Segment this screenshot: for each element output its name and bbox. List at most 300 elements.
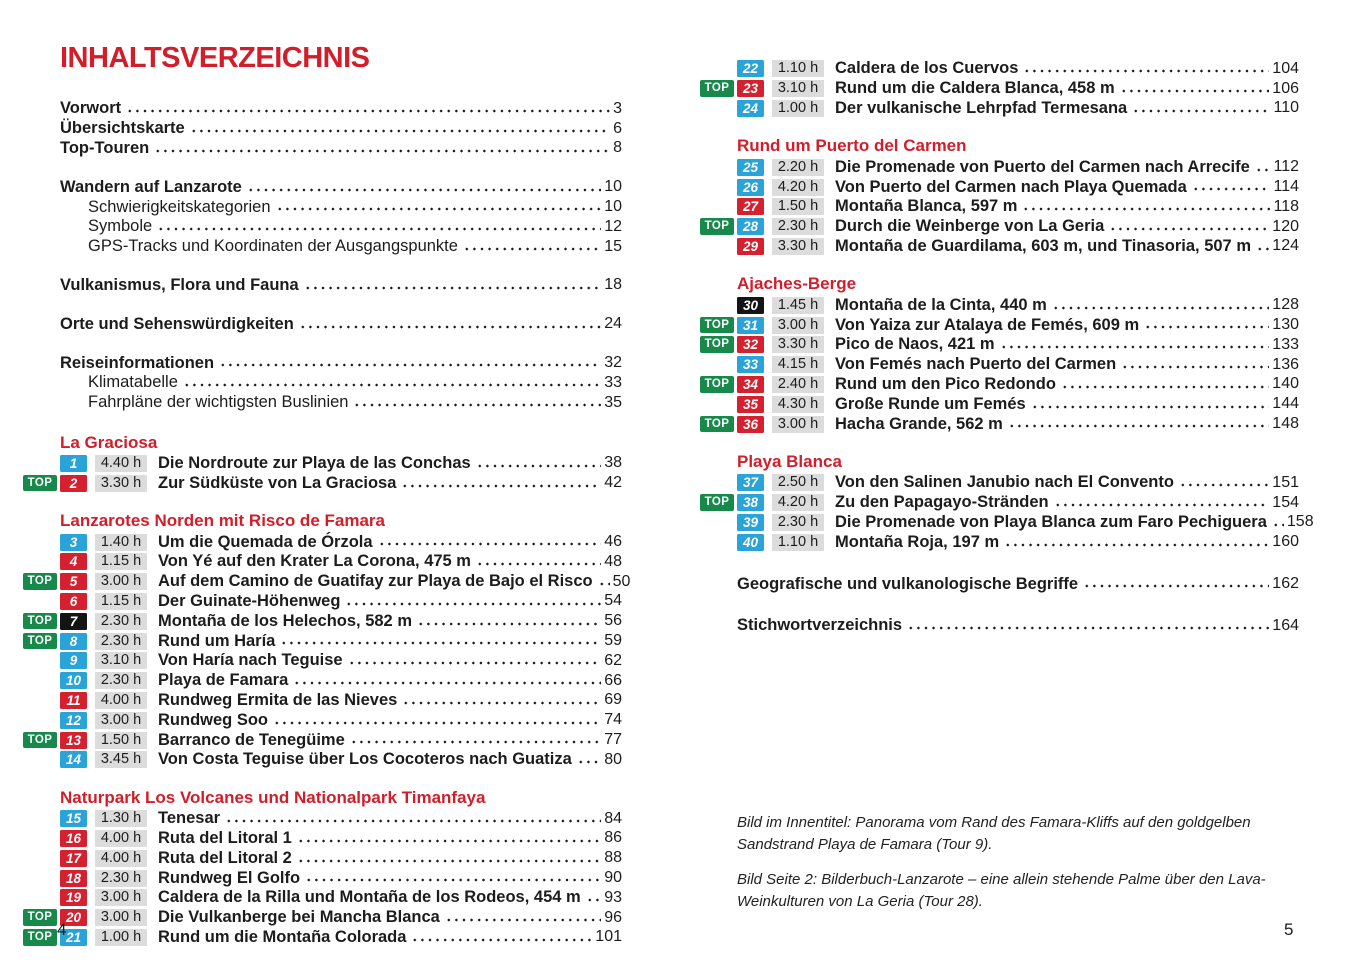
toc-tour-row (60, 454, 622, 474)
front-matter-group (60, 314, 622, 334)
tour-number-badge: 23 (737, 80, 764, 97)
entry-label: Top-Touren (60, 138, 150, 157)
tour-title: Pico de Naos, 421 m (835, 335, 995, 354)
tour-title: Die Promenade von Puerto del Carmen nach Arrecife (835, 157, 1250, 176)
toc-tour-row (60, 651, 622, 671)
tour-duration: 2.30 h (95, 613, 147, 630)
tour-title: Rund um Haría (158, 631, 276, 650)
entry-page-number: 56 (604, 612, 622, 630)
tour-title: Der Guinate-Höhenweg (158, 591, 341, 610)
entry-page-number: 104 (1272, 59, 1299, 77)
entry-page-number: 15 (604, 237, 622, 255)
toc-tour-row (737, 99, 1299, 119)
entry-page-number: 24 (604, 315, 622, 333)
tour-number-badge: 3 (60, 534, 87, 551)
tour-title: Montaña de Guardilama, 603 m, und Tinasoria, 507 m (835, 236, 1251, 255)
toc-entry-row (60, 373, 622, 393)
toc-tour-row (60, 750, 622, 770)
tour-number-badge: 13 (60, 732, 87, 749)
tour-number-badge: 4 (60, 553, 87, 570)
entry-page-number: 128 (1272, 296, 1299, 314)
entry-label: Fahrpläne der wichtigsten Buslinien (88, 393, 349, 412)
dot-leader (445, 908, 601, 928)
tour-section (704, 59, 1299, 118)
toc-tour-row (27, 908, 622, 928)
toc-tour-row (737, 157, 1299, 177)
entry-label: Orte und Sehenswürdigkeiten (60, 314, 294, 333)
page-number-left: 4 (57, 920, 67, 939)
tour-title: Durch die Weinberge von La Geria (835, 217, 1105, 236)
toc-entry-row (60, 177, 622, 197)
dot-leader (190, 119, 610, 139)
toc-tour-row (27, 611, 622, 631)
toc-tour-row (27, 473, 622, 493)
dot-leader (378, 532, 602, 552)
tour-number-badge: 11 (60, 692, 87, 709)
tour-title: Rundweg El Golfo (158, 868, 301, 887)
toc-tour-row (704, 217, 1299, 237)
toc-entry-row (60, 119, 622, 139)
tour-title: Von Yaiza zur Atalaya de Femés, 609 m (835, 315, 1140, 334)
dot-leader (273, 710, 601, 730)
toc-tour-row (27, 631, 622, 651)
dot-leader (1000, 335, 1270, 355)
dot-leader (225, 809, 601, 829)
entry-page-number: 12 (604, 217, 622, 235)
entry-page-number: 140 (1272, 375, 1299, 393)
dot-leader (353, 393, 601, 413)
entry-page-number: 90 (604, 869, 622, 886)
tour-title: Von Yé auf den Krater La Corona, 475 m (158, 552, 471, 571)
entry-label: Stichwortverzeichnis (737, 616, 903, 635)
entry-page-number: 50 (612, 572, 631, 590)
dot-leader (157, 217, 601, 237)
toc-tour-row (60, 691, 622, 711)
tour-number-badge: 29 (737, 238, 764, 255)
dot-leader (345, 592, 601, 612)
dot-leader (1132, 99, 1270, 119)
tour-duration: 3.00 h (95, 889, 147, 906)
tour-number-badge: 27 (737, 198, 764, 215)
dot-leader (577, 750, 601, 770)
entry-page-number: 151 (1272, 473, 1299, 491)
entry-page-number: 101 (595, 928, 622, 946)
top-badge: TOP (23, 573, 57, 590)
toc-entry-row (60, 353, 622, 373)
dot-leader (350, 730, 601, 750)
toc-tour-row (737, 512, 1314, 533)
dot-leader (1120, 79, 1270, 99)
entry-page-number: 35 (604, 393, 622, 411)
tour-duration: 2.30 h (95, 870, 147, 887)
entry-page-number: 77 (604, 731, 622, 749)
dot-leader (463, 237, 601, 257)
top-badge: TOP (23, 929, 57, 946)
tour-number-badge: 18 (60, 870, 87, 887)
section-heading: Ajaches-Berge (737, 274, 857, 294)
tour-duration: 3.00 h (772, 317, 824, 334)
front-matter-group (60, 353, 622, 412)
dot-leader (280, 631, 601, 651)
entry-page-number: 158 (1286, 513, 1314, 531)
top-badge: TOP (700, 494, 734, 511)
dot-leader (1054, 493, 1270, 513)
tour-title: Um die Quemada de Órzola (158, 532, 373, 551)
tour-section (27, 787, 622, 948)
tour-duration: 1.00 h (95, 929, 147, 946)
tour-number-badge: 26 (737, 179, 764, 196)
entry-page-number: 48 (604, 552, 622, 570)
tour-duration: 1.50 h (95, 732, 147, 749)
caption-paragraph: Bild Seite 2: Bilderbuch-Lanzarote – eine allein stehende Palme über den Lava-Weinkulturen von La Geria (Tour 28). (737, 871, 1266, 910)
tour-duration: 2.20 h (772, 159, 824, 176)
entry-page-number: 38 (604, 454, 622, 472)
dot-leader (402, 691, 601, 711)
dot-leader (1022, 197, 1270, 217)
tour-number-badge: 40 (737, 534, 764, 551)
entry-page-number: 74 (604, 711, 622, 729)
entry-page-number: 120 (1272, 217, 1299, 235)
caption-paragraph: Bild im Innentitel: Panorama vom Rand des Famara-Kliffs auf den goldgelben Sandstrand Playa de Famara (Tour 9). (737, 814, 1251, 853)
dot-leader (598, 572, 610, 592)
tour-number-badge: 30 (737, 297, 764, 314)
tour-duration: 1.30 h (95, 810, 147, 827)
tour-duration: 3.30 h (772, 238, 824, 255)
page-number-right: 5 (1284, 920, 1294, 939)
toc-tour-row (60, 829, 622, 849)
toc-tour-row (60, 710, 622, 730)
entry-page-number: 162 (1272, 575, 1299, 593)
tour-title: Playa de Famara (158, 671, 289, 690)
dot-leader (297, 829, 601, 849)
entry-page-number: 96 (604, 908, 622, 926)
toc-entry-row (60, 393, 622, 413)
tour-number-badge: 20 (60, 909, 87, 926)
entry-label: GPS-Tracks und Koordinaten der Ausgangspunkte (88, 237, 458, 256)
section-heading: Naturpark Los Volcanes und Nationalpark Timanfaya (60, 787, 486, 807)
entry-page-number: 59 (604, 632, 622, 650)
tour-number-badge: 32 (737, 336, 764, 353)
tour-duration: 4.20 h (772, 494, 824, 511)
tour-title: Rundweg Ermita de las Nieves (158, 690, 398, 709)
tour-duration: 1.00 h (772, 100, 824, 117)
dot-leader (411, 928, 592, 948)
tour-number-badge: 16 (60, 830, 87, 847)
tour-title: Der vulkanische Lehrpfad Termesana (835, 98, 1128, 117)
toc-tour-row (27, 927, 622, 948)
top-badge: TOP (700, 218, 734, 235)
entry-label: Klimatabelle (88, 373, 178, 392)
section-heading: Lanzarotes Norden mit Risco de Famara (60, 511, 385, 531)
tour-duration: 4.30 h (772, 396, 824, 413)
toc-tour-row (737, 473, 1299, 493)
dot-leader (293, 671, 601, 691)
toc-tour-row (704, 414, 1299, 434)
entry-page-number: 32 (604, 354, 622, 372)
tour-number-badge: 36 (737, 416, 764, 433)
tour-number-badge: 9 (60, 652, 87, 669)
tour-duration: 1.15 h (95, 593, 147, 610)
toc-tour-row (737, 532, 1299, 552)
entry-page-number: 124 (1272, 237, 1299, 255)
tour-title: Ruta del Litoral 2 (158, 848, 292, 867)
entry-label: Schwierigkeitskategorien (88, 197, 271, 216)
entry-label: Reiseinformationen (60, 353, 215, 372)
entry-page-number: 136 (1272, 355, 1299, 373)
dot-leader (297, 848, 601, 868)
tour-duration: 4.15 h (772, 356, 824, 373)
dot-leader (1179, 473, 1269, 493)
dot-leader (1031, 394, 1270, 414)
tour-title: Von den Salinen Janubio nach El Convento (835, 473, 1174, 492)
tour-duration: 1.50 h (772, 198, 824, 215)
entry-label: Übersichtskarte (60, 119, 185, 138)
tour-title: Zur Südküste von La Graciosa (158, 473, 397, 492)
entry-page-number: 114 (1273, 178, 1299, 196)
dot-leader (586, 888, 602, 908)
toc-tour-row (60, 888, 622, 908)
toc-entry-row (737, 574, 1299, 594)
dot-leader (1052, 295, 1269, 315)
entry-page-number: 112 (1273, 158, 1299, 176)
tour-title: Von Femés nach Puerto del Carmen (835, 355, 1117, 374)
right-page-column (704, 42, 1314, 636)
entry-label: Wandern auf Lanzarote (60, 177, 242, 196)
tour-title: Von Haría nach Teguise (158, 651, 343, 670)
entry-page-number: 80 (604, 750, 622, 768)
dot-leader (247, 177, 601, 197)
top-badge: TOP (23, 633, 57, 650)
toc-tour-row (27, 572, 631, 592)
toc-tour-row (737, 295, 1299, 315)
entry-page-number: 93 (604, 888, 622, 906)
toc-tour-row (704, 79, 1299, 99)
tour-duration: 4.00 h (95, 850, 147, 867)
toc-tour-row (60, 552, 622, 572)
entry-page-number: 110 (1273, 99, 1299, 117)
entry-page-number: 148 (1272, 415, 1299, 433)
tour-number-badge: 15 (60, 810, 87, 827)
toc-tour-row (704, 374, 1299, 395)
entry-page-number: 3 (613, 99, 622, 117)
dot-leader (1256, 237, 1269, 257)
dot-leader (1023, 59, 1269, 79)
toc-tour-row (60, 532, 622, 552)
tour-title: Montaña de los Helechos, 582 m (158, 611, 412, 630)
entry-page-number: 88 (604, 849, 622, 867)
toc-tour-row (704, 493, 1299, 513)
entry-page-number: 10 (604, 178, 622, 196)
tour-title: Auf dem Camino de Guatifay zur Playa de Bajo el Risco (158, 572, 593, 591)
entry-page-number: 46 (604, 533, 622, 551)
photo-captions (737, 812, 1303, 926)
entry-page-number: 33 (604, 373, 622, 391)
entry-page-number: 62 (604, 651, 622, 669)
dot-leader (304, 276, 602, 296)
tour-number-badge: 1 (60, 455, 87, 472)
dot-leader (348, 651, 602, 671)
tour-number-badge: 10 (60, 672, 87, 689)
tour-duration: 3.10 h (772, 80, 824, 97)
tour-section (704, 451, 1314, 552)
entry-label: Symbole (88, 217, 153, 236)
front-matter-group (60, 177, 622, 256)
dot-leader (1061, 375, 1269, 395)
dot-leader (276, 197, 602, 217)
tour-number-badge: 22 (737, 60, 764, 77)
dot-leader (1109, 217, 1269, 237)
left-page-column (27, 42, 631, 947)
tour-number-badge: 17 (60, 850, 87, 867)
tour-title: Zu den Papagayo-Stränden (835, 493, 1049, 512)
tour-number-badge: 34 (737, 376, 764, 393)
tour-title: Die Promenade von Playa Blanca zum Faro Pechiguera (835, 512, 1267, 531)
toc-entry-row (60, 276, 622, 296)
dot-leader (154, 139, 610, 159)
tour-title: Von Puerto del Carmen nach Playa Quemada (835, 177, 1187, 196)
tour-number-badge: 6 (60, 593, 87, 610)
front-matter-list (60, 99, 622, 413)
tour-duration: 3.00 h (772, 416, 824, 433)
entry-page-number: 10 (604, 198, 622, 216)
tour-title: Hacha Grande, 562 m (835, 414, 1003, 433)
tour-number-badge: 19 (60, 889, 87, 906)
tour-title: Montaña Roja, 197 m (835, 532, 1000, 551)
tour-duration: 2.30 h (95, 672, 147, 689)
toc-entry-row (60, 139, 622, 159)
entry-label: Vorwort (60, 99, 122, 118)
dot-leader (1008, 414, 1269, 434)
section-heading: Rund um Puerto del Carmen (737, 136, 967, 156)
tour-number-badge: 5 (60, 573, 87, 590)
entry-page-number: 69 (604, 691, 622, 709)
toc-tour-row (60, 809, 622, 829)
entry-page-number: 164 (1272, 616, 1299, 634)
tour-number-badge: 2 (60, 475, 87, 492)
dot-leader (1121, 355, 1269, 375)
tour-title: Montaña Blanca, 597 m (835, 197, 1018, 216)
tour-number-badge: 12 (60, 712, 87, 729)
tour-duration: 3.00 h (95, 712, 147, 729)
tour-number-badge: 7 (60, 613, 87, 630)
tour-title: Von Costa Teguise über Los Cocoteros nach Guatiza (158, 750, 572, 769)
top-badge: TOP (23, 732, 57, 749)
top-badge: TOP (700, 336, 734, 353)
tour-number-badge: 25 (737, 159, 764, 176)
top-badge: TOP (700, 80, 734, 97)
tour-number-badge: 37 (737, 474, 764, 491)
tour-number-badge: 28 (737, 218, 764, 235)
dot-leader (1255, 157, 1271, 177)
tour-number-badge: 21 (60, 929, 87, 946)
tour-duration: 4.20 h (772, 179, 824, 196)
top-badge: TOP (700, 376, 734, 393)
dot-leader (1192, 177, 1271, 197)
section-heading: La Graciosa (60, 432, 158, 452)
tour-title: Rund um die Montaña Colorada (158, 927, 407, 946)
tour-title: Barranco de Tenegüime (158, 730, 345, 749)
dot-leader (1272, 513, 1284, 533)
tour-duration: 1.10 h (772, 60, 824, 77)
tour-duration: 1.40 h (95, 534, 147, 551)
dot-leader (401, 473, 601, 493)
tour-number-badge: 31 (737, 317, 764, 334)
tour-title: Caldera de los Cuervos (835, 59, 1019, 78)
dot-leader (126, 99, 610, 119)
tour-duration: 2.30 h (95, 633, 147, 650)
tour-number-badge: 24 (737, 100, 764, 117)
entry-page-number: 133 (1272, 335, 1299, 353)
toc-tour-row (737, 394, 1299, 414)
entry-page-number: 6 (613, 119, 622, 137)
tour-number-badge: 39 (737, 514, 764, 531)
tour-title: Caldera de la Rilla und Montaña de los Rodeos, 454 m (158, 888, 581, 907)
entry-label: Geografische und vulkanologische Begriffe (737, 574, 1079, 593)
dot-leader (305, 868, 601, 888)
tour-title: Rundweg Soo (158, 710, 268, 729)
dot-leader (476, 552, 601, 572)
entry-page-number: 160 (1272, 533, 1299, 551)
tour-title: Tenesar (158, 809, 221, 828)
tour-sections-right (704, 59, 1314, 552)
tour-duration: 4.00 h (95, 692, 147, 709)
top-badge: TOP (700, 317, 734, 334)
tour-duration: 3.30 h (772, 336, 824, 353)
toc-tour-row (737, 237, 1299, 257)
dot-leader (1083, 574, 1269, 594)
toc-tour-row (737, 177, 1299, 197)
dot-leader (299, 314, 601, 334)
tour-title: Rund um die Caldera Blanca, 458 m (835, 79, 1115, 98)
tour-duration: 1.10 h (772, 534, 824, 551)
entry-page-number: 86 (604, 829, 622, 847)
tour-title: Große Runde um Femés (835, 394, 1026, 413)
toc-tour-row (60, 848, 622, 868)
entry-page-number: 8 (613, 139, 622, 157)
tour-number-badge: 14 (60, 751, 87, 768)
toc-tour-row (704, 315, 1299, 335)
tour-duration: 3.45 h (95, 751, 147, 768)
entry-page-number: 66 (604, 671, 622, 689)
tour-title: Rund um den Pico Redondo (835, 374, 1056, 393)
tour-duration: 3.30 h (95, 475, 147, 492)
tour-number-badge: 8 (60, 633, 87, 650)
tour-number-badge: 35 (737, 396, 764, 413)
top-badge: TOP (23, 613, 57, 630)
entry-page-number: 130 (1272, 316, 1299, 334)
tour-number-badge: 33 (737, 356, 764, 373)
dot-leader (183, 373, 601, 393)
toc-tour-row (704, 335, 1299, 355)
tour-title: Die Vulkanberge bei Mancha Blanca (158, 908, 440, 927)
page-title: INHALTSVERZEICHNIS (60, 42, 370, 74)
toc-entry-row (737, 616, 1299, 636)
dot-leader (907, 616, 1269, 636)
tour-title: Die Nordroute zur Playa de las Conchas (158, 453, 471, 472)
toc-tour-row (60, 868, 622, 888)
dot-leader (1144, 315, 1269, 335)
entry-page-number: 54 (604, 592, 622, 610)
dot-leader (417, 611, 601, 631)
tour-section (704, 273, 1299, 434)
entry-page-number: 84 (604, 809, 622, 827)
toc-entry-row (60, 197, 622, 217)
tour-duration: 2.30 h (772, 514, 824, 531)
entry-page-number: 118 (1273, 197, 1299, 215)
tour-duration: 4.00 h (95, 830, 147, 847)
toc-tour-row (737, 355, 1299, 375)
entry-label: Vulkanismus, Flora und Fauna (60, 275, 299, 294)
